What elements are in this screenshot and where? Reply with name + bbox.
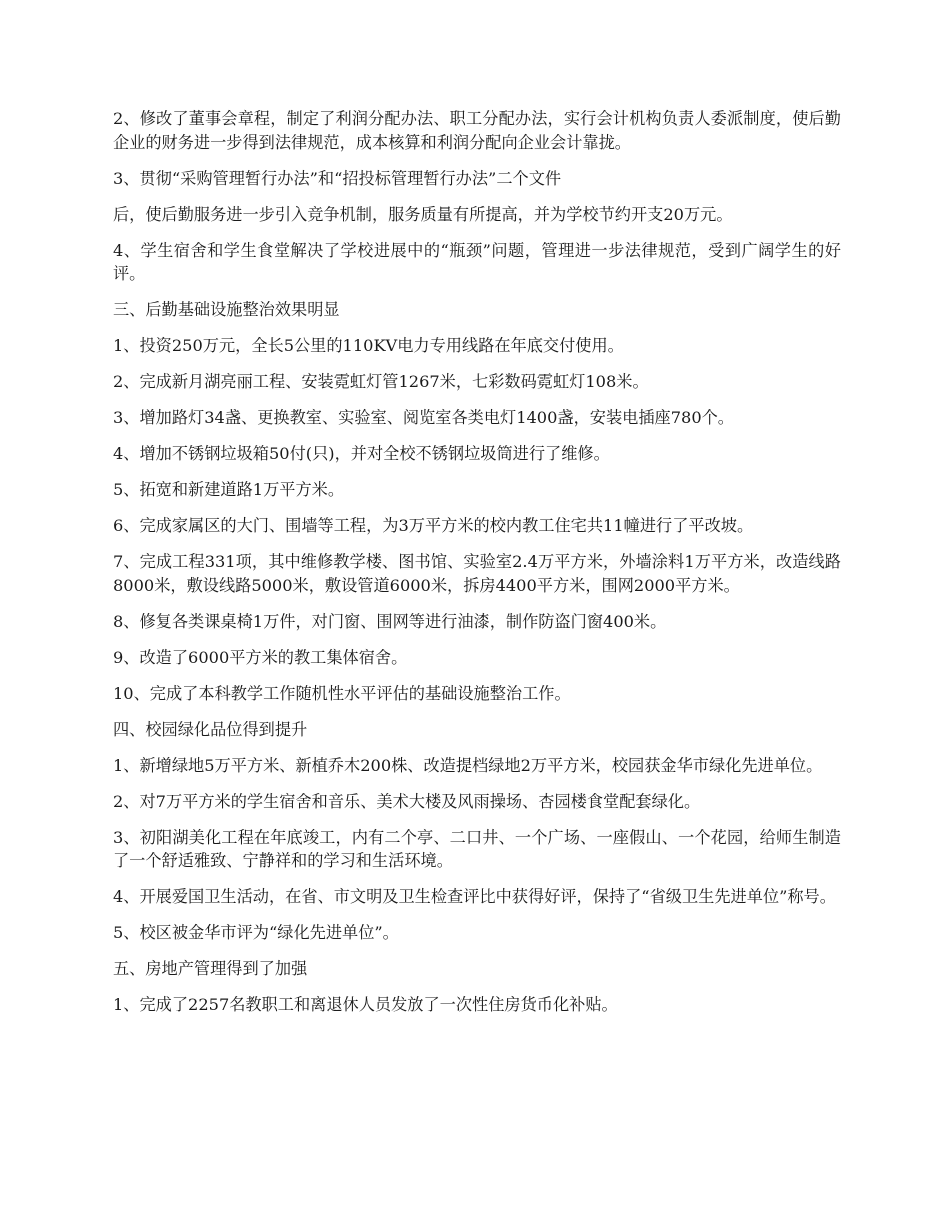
paragraph-lake-beautification: 3、初阳湖美化工程在年底竣工，内有二个亭、二口井、一个广场、一座假山、一个花园，给师生制造了一个舒适雅致、宁静祥和的学习和生活环境。 (113, 827, 841, 870)
document-body (113, 107, 841, 1029)
paragraph-furniture-repair: 8、修复各类课桌椅1万件，对门窗、围网等进行油漆，制作防盗门窗400米。 (113, 611, 667, 631)
paragraph-street-lamps: 3、增加路灯34盏、更换教室、实验室、阅览室各类电灯1400盏，安装电插座780个。 (113, 408, 734, 427)
paragraph-staff-dorm: 9、改造了6000平方米的教工集体宿舍。 (113, 647, 408, 667)
paragraph-housing-subsidy: 1、完成了2257名教职工和离退休人员发放了一次性住房货币化补贴。 (113, 995, 618, 1014)
paragraph-hygiene-campaign: 4、开展爱国卫生活动，在省、市文明及卫生检查评比中获得好评，保持了“省级卫生先进单位”称号。 (113, 887, 836, 906)
paragraph-lighting-project: 2、完成新月湖亮丽工程、安装霓虹灯管1267米，七彩数码霓虹灯108米。 (113, 372, 649, 391)
paragraph-evaluation-prep: 10、完成了本科教学工作随机性水平评估的基础设施整治工作。 (113, 683, 571, 703)
paragraph-procurement-rules: 3、贯彻“采购管理暂行办法”和“招投标管理暂行办法”二个文件 (113, 168, 562, 188)
paragraph-new-green-space: 1、新增绿地5万平方米、新植乔木200株、改造提档绿地2万平方米，校园获金华市绿化先进单位。 (113, 755, 823, 775)
paragraph-dorm-canteen: 4、学生宿舍和学生食堂解决了学校进展中的“瓶颈”问题，管理进一步法律规范，受到广阔学生的好评。 (113, 240, 841, 283)
paragraph-finance-rules: 2、修改了董事会章程，制定了利润分配办法、职工分配办法，实行会计机构负责人委派制度，使后勤企业的财务进一步得到法律规范，成本核算和利润分配向企业会计靠拢。 (113, 109, 841, 152)
paragraph-procurement-savings: 后，使后勤服务进一步引入竞争机制，服务质量有所提高，并为学校节约开支20万元。 (113, 204, 733, 224)
paragraph-greening-award: 5、校区被金华市评为“绿化先进单位”。 (113, 923, 399, 942)
section-heading-greening: 四、校园绿化品位得到提升 (113, 719, 308, 739)
section-heading-infrastructure: 三、后勤基础设施整治效果明显 (113, 300, 340, 319)
paragraph-construction-projects: 7、完成工程331项，其中维修教学楼、图书馆、实验室2.4万平方米，外墙涂料1万平方米，改造线路8000米，敷设线路5000米，敷设管道6000米，拆房4400平方米，围网2000平方米。 (113, 552, 841, 595)
paragraph-supporting-greening: 2、对7万平方米的学生宿舍和音乐、美术大楼及风雨操场、杏园楼食堂配套绿化。 (113, 791, 701, 811)
paragraph-trash-bins: 4、增加不锈钢垃圾箱50付(只)，并对全校不锈钢垃圾筒进行了维修。 (113, 444, 610, 463)
paragraph-family-housing: 6、完成家属区的大门、围墙等工程，为3万平方米的校内教工住宅共11幢进行了平改坡。 (113, 516, 754, 535)
section-heading-real-estate: 五、房地产管理得到了加强 (113, 959, 308, 978)
paragraph-power-line: 1、投资250万元，全长5公里的110KV电力专用线路在年底交付使用。 (113, 336, 624, 355)
paragraph-roads: 5、拓宽和新建道路1万平方米。 (113, 480, 345, 499)
